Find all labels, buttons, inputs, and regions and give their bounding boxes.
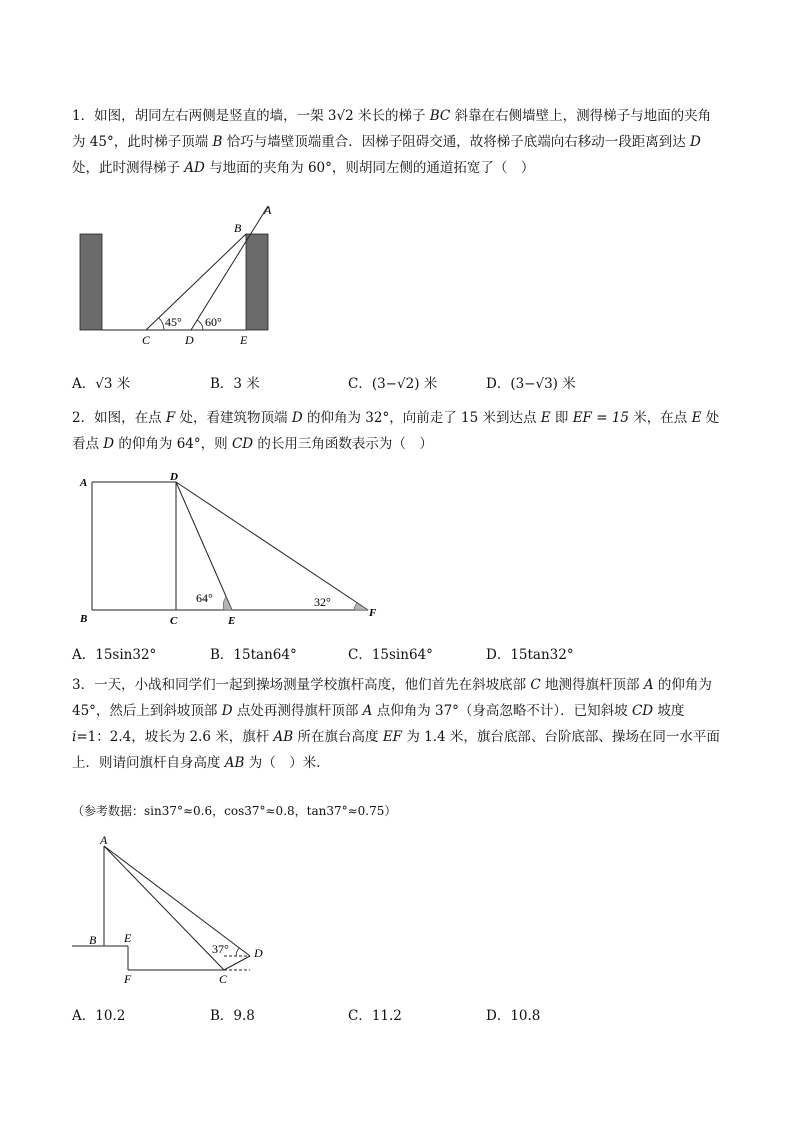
q2-option-d[interactable]: D．15tan32° — [486, 647, 574, 663]
q2-text-part: 2．如图，在点 — [72, 410, 166, 426]
angle-label-32: 32° — [314, 595, 331, 609]
point-label-f: F — [369, 607, 377, 619]
point-label-b: B — [89, 933, 97, 947]
q1-ladder-length: 3√2 — [327, 108, 354, 124]
q2-option-c[interactable]: C．15sin64° — [348, 647, 433, 663]
left-wall — [80, 234, 102, 330]
q3-var: D — [221, 703, 233, 719]
q2-text-part: 的长用三角函数表示为（ ） — [253, 436, 433, 452]
angle-label-37: 37° — [212, 942, 229, 956]
q2-text-part: 处，看建筑物顶端 — [175, 410, 292, 426]
angle-label-64: 64° — [196, 591, 213, 605]
point-label-c: C — [142, 333, 151, 347]
q2-text-part: 的仰角为 64°，则 — [114, 436, 232, 452]
q3-text-part: 点处再测得旗杆顶部 — [232, 703, 363, 719]
q2-text-part: 的仰角为 32°，向前走了 15 米到达点 — [302, 410, 541, 426]
q3-text-part: 的仰角为 45°，然后上到斜坡顶部 — [72, 677, 712, 719]
point-label-c: C — [219, 972, 228, 986]
question-1-options — [72, 372, 724, 392]
q3-text-part: 所在旗台高度 — [293, 729, 383, 745]
question-1-text — [72, 103, 724, 181]
q3-var: EF — [382, 729, 403, 745]
question-3-text — [72, 672, 724, 776]
q3-text-part: 3．一天，小战和同学们一起到操场测量学校旗杆高度，他们首先在斜坡底部 — [72, 677, 531, 693]
angle-label-60: 60° — [205, 315, 222, 329]
q3-option-a[interactable]: A．10.2 — [72, 1008, 126, 1024]
q1-option-d[interactable]: D．(3−√3) 米 — [486, 376, 576, 392]
q1-text-part: 处，此时测得梯子 — [72, 160, 185, 176]
q3-option-b[interactable]: B．9.8 — [210, 1008, 255, 1024]
q3-option-d[interactable]: D．10.8 — [486, 1008, 541, 1024]
q1-text-part: 与地面的夹角为 60°，则胡同左侧的通道拓宽了（ ） — [204, 160, 535, 176]
q3-text-part: 坡度 — [653, 703, 685, 719]
q2-var: CD — [231, 436, 254, 452]
q1-option-c[interactable]: C．(3−√2) 米 — [348, 376, 438, 392]
q3-var: CD — [631, 703, 654, 719]
q3-var: A — [643, 677, 654, 693]
q3-text-part: 为 1.4 米，旗台底部、台阶底部、操场在同一水平面上．则请问旗杆自身高度 — [72, 729, 720, 771]
point-label-b: B — [80, 613, 88, 625]
q1-text-part: 恰巧与墙壁顶端重合．因梯子阻碍交通，故将梯子底端向右移动一段距离到达 — [222, 134, 691, 150]
right-wall — [246, 234, 268, 330]
q1-text-part: 米长的梯子 — [353, 108, 430, 124]
angle-label-45: 45° — [165, 315, 182, 329]
point-label-e: E — [124, 931, 132, 945]
point-label-c: C — [170, 615, 178, 627]
question-3-figure — [62, 830, 282, 990]
question-2-figure — [72, 470, 392, 630]
point-label-a: A — [80, 477, 88, 489]
point-label-d: D — [170, 471, 178, 483]
q2-option-a[interactable]: A．15sin32° — [72, 647, 157, 663]
point-label-d: D — [254, 946, 263, 960]
q3-var: AB — [273, 729, 294, 745]
q2-text-part: 处看点 — [72, 410, 720, 452]
q3-var: C — [530, 677, 541, 693]
q3-text-part: 地测得旗杆顶部 — [540, 677, 644, 693]
q1-var: AD — [184, 160, 205, 176]
sight-ac — [104, 846, 224, 970]
question-3-options — [72, 1004, 724, 1024]
point-label-b: B — [234, 221, 242, 235]
q3-text-part: =1：2.4，坡长为 2.6 米，旗杆 — [76, 729, 274, 745]
q2-var: E — [691, 410, 702, 426]
point-label-a: A — [100, 833, 108, 847]
angle-arc-37 — [236, 948, 239, 956]
q2-var: E — [540, 410, 551, 426]
angle-arc-60 — [197, 320, 203, 330]
slope-cd — [224, 956, 250, 970]
q1-var: BC — [429, 108, 451, 124]
q2-text-part: 即 — [550, 410, 573, 426]
question-2-text — [72, 405, 724, 457]
angle-arc-45 — [159, 318, 164, 330]
point-label-e: E — [240, 333, 248, 347]
q2-option-b[interactable]: B．15tan64° — [210, 647, 297, 663]
ladder-bc — [146, 234, 246, 330]
q3-reference-note: （参考数据：sin37°≈0.6，cos37°≈0.8，tan37°≈0.75） — [72, 804, 397, 818]
q1-option-b[interactable]: B．3 米 — [210, 376, 260, 392]
q2-var: F — [165, 410, 176, 426]
question-1-figure — [72, 200, 292, 350]
point-label-f: F — [124, 972, 132, 986]
q3-text-part: 点仰角为 37°（身高忽略不计）．已知斜坡 — [372, 703, 632, 719]
q2-text-part: 米，在点 — [629, 410, 692, 426]
q3-var: AB — [224, 755, 245, 771]
question-2-options — [72, 643, 724, 663]
angle-mark-32 — [354, 603, 368, 610]
q3-var: i — [72, 729, 77, 745]
q2-var: EF = 15 — [572, 410, 629, 426]
q2-var: D — [103, 436, 115, 452]
q3-text-part: 为（ ）米． — [244, 755, 330, 771]
q1-var: D — [690, 134, 701, 150]
q1-option-a[interactable]: A．√3 米 — [72, 376, 131, 392]
point-label-e: E — [228, 615, 236, 627]
q2-var: D — [291, 410, 303, 426]
point-label-a: A — [264, 203, 272, 217]
q1-var: B — [212, 134, 223, 150]
q1-text-part: 1．如图，胡同左右两侧是竖直的墙，一架 — [72, 108, 328, 124]
q3-option-c[interactable]: C．11.2 — [348, 1008, 402, 1024]
q3-var: A — [362, 703, 373, 719]
point-label-d: D — [185, 333, 194, 347]
q1-text-part: 斜靠在右侧墙壁上，测得梯子与地面的夹角为 45°，此时梯子顶端 — [72, 108, 712, 150]
